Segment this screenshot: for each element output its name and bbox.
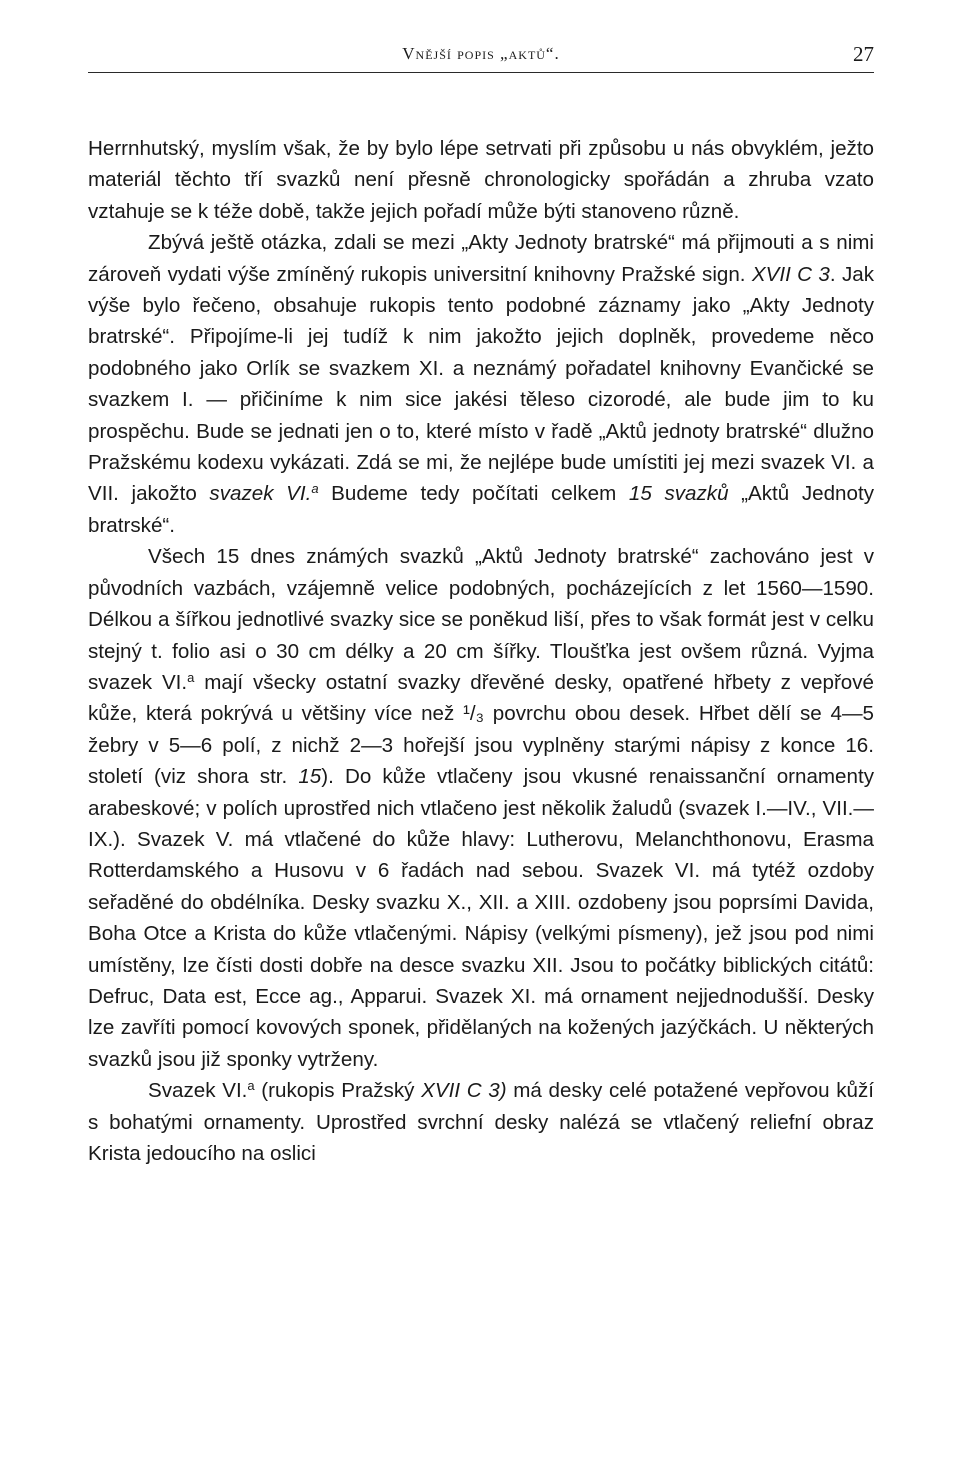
paragraph <box>88 541 874 1075</box>
italic-span: XVII C 3 <box>751 262 830 286</box>
running-head <box>88 44 874 72</box>
page-number: 27 <box>853 42 874 66</box>
text-span: mají všecky ostatní svazky dřevěné desky, opatřené hřbety z vepřové kůže, která pokrývá u většiny více než ¹/₃ povrchu obou desek. Hřbet dělí se 4—5 žebry v 5—6 polí, z nichž 2—3 hořejší jsou vyplněny starými nápisy z konce 16. století (viz shora str. <box>88 670 875 789</box>
italic-span: 15 <box>298 765 322 789</box>
text-span: „Aktů Jednoty bratrské“. <box>88 482 874 537</box>
text-span: Svazek VI. <box>148 1079 248 1103</box>
text-span: . Jak výše bylo řečeno, obsahuje rukopis tento podobné záznamy jako „Akty Jednoty bratrské“. Připojíme-li jej tudíž k nim jakožto jejich doplněk, provedeme něco podobného jako Orlík se svazkem XI. a neznámý pořadatel knihovny Evančické se svazkem I. — přičiníme k nim sice jakési těleso cizorodé, ale bude jim to ku prospěchu. Bude se jednati jen o to, které místo v řadě „Aktů jednoty bratrské“ dlužno Pražskému kodexu vykázati. Zdá se mi, že nejlépe bude umístiti jej mezi svazek VI. a VII. jakožto <box>88 262 874 506</box>
paragraph <box>88 133 874 227</box>
text-span: má desky celé potažené vepřovou kůží s bohatými ornamenty. Uprostřed svrchní desky nalézá se vtlačený reliefní obraz Krista jedoucího na oslici <box>88 1079 874 1165</box>
superscript: a <box>187 669 195 685</box>
superscript: a <box>311 481 319 497</box>
italic-span: 15 svazků <box>628 482 729 506</box>
text-span: (rukopis Pražský <box>254 1079 422 1103</box>
italic-span: XVII C 3) <box>421 1079 507 1103</box>
text-span: Všech 15 dnes známých svazků „Aktů Jednoty bratrské“ zachováno jest v původních vazbách, vzájemně velice podobných, pocházejících z let 1560—1590. Délkou a šířkou jednotlivé svazky sice se poněkud liší, přes to však formát jest v celku stejný t. folio asi o 30 cm délky a 20 cm šířky. Tloušťka jest ovšem různá. Vyjma svazek VI. <box>88 545 874 694</box>
superscript: a <box>247 1078 255 1094</box>
text-span: ). Do kůže vtlačeny jsou vkusné renaissanční ornamenty arabeskové; v polích uprostřed nich vtlačeno jest několik žaludů (svazek I.—IV., VII.—IX.). Svazek V. má vtlačené do kůže hlavy: Lutherovu, Melanchthonovu, Erasma Rotterdamského a Husovu v 6 řadách nad sebou. Svazek VI. má tytéž ozdoby seřaděné do obdélníka. Desky svazku X., XII. a XIII. ozdobeny jsou poprsími Davida, Boha Otce a Krista do kůže vtlačenými. Nápisy (velkými písmeny), jež jsou pod nimi umístěny, lze čísti dosti dobře na desce svazku XII. Jsou to počátky biblických citátů: Defruc, Data est, Ecce ag., Apparui. Svazek XI. má ornament nejjednodušší. Desky lze zavříti pomocí kovových sponek, přidělaných na kožených jazýčkách. U některých svazků jsou již sponky vytrženy. <box>88 765 874 1071</box>
text-span: Budeme tedy počítati celkem <box>318 482 629 506</box>
header-rule <box>88 72 874 73</box>
paragraph <box>88 1075 874 1169</box>
text-span: Zbývá ještě otázka, zdali se mezi „Akty Jednoty bratrské“ má přijmouti a s nimi zároveň vydati výše zmíněný rukopis universitní knihovny Pražské sign. <box>88 231 874 286</box>
italic-span: svazek VI. <box>209 482 312 506</box>
text-span: Herrnhutský, myslím však, že by bylo lépe setrvati při způsobu u nás obvyklém, ježto materiál těchto tří svazků není přesně chronologicky spořádán a zhruba vzato vztahuje se k téže době, takže jejich pořadí může býti stanoveno různě. <box>88 137 874 223</box>
paragraph <box>88 227 874 541</box>
running-title: Vnější popis „aktů“. <box>402 44 560 63</box>
body-text <box>88 133 874 1169</box>
